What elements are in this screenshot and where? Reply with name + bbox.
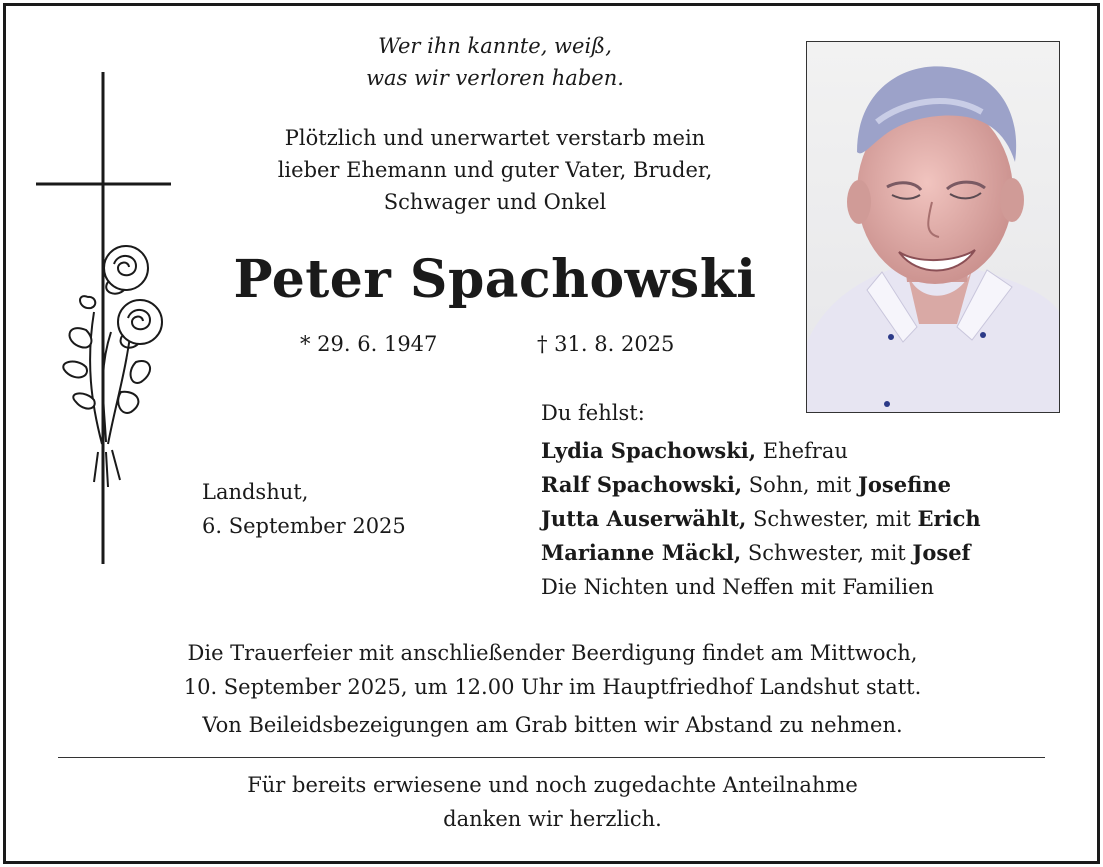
mourner-name: Jutta Auserwählt,: [541, 506, 747, 531]
mourner-row: [541, 434, 981, 468]
motto-line-1: Wer ihn kannte, weiß,: [378, 34, 612, 58]
place-and-date: [202, 475, 406, 543]
cross-with-roses-icon: [36, 72, 176, 572]
funeral-line-1: Die Trauerfeier mit anschließender Beerdigung findet am Mittwoch,: [187, 641, 918, 665]
divider: [58, 757, 1045, 758]
mourner-row: [541, 536, 981, 570]
intro-line-2: lieber Ehemann und guter Vater, Bruder,: [277, 158, 713, 182]
death-date: † 31. 8. 2025: [537, 332, 675, 356]
motto: [215, 30, 775, 94]
deceased-name: Peter Spachowski: [233, 249, 757, 310]
mourner-relation: Schwester, mit: [746, 507, 918, 531]
intro-line-3: Schwager und Onkel: [383, 190, 607, 214]
mourner-relation: Ehefrau: [756, 439, 848, 463]
mourner-partner: Josef: [912, 540, 971, 565]
mourner-others: Die Nichten und Neffen mit Familien: [541, 575, 935, 599]
condolence-note: Von Beileidsbezeigungen am Grab bitten wir Abstand zu nehmen.: [202, 713, 903, 737]
mourner-name: Lydia Spachowski,: [541, 438, 757, 463]
mourner-relation: Sohn, mit: [742, 473, 858, 497]
funeral-info: [60, 636, 1045, 742]
mourner-name: Marianne Mäckl,: [541, 540, 742, 565]
funeral-line-2: 10. September 2025, um 12.00 Uhr im Hauptfriedhof Landshut statt.: [183, 675, 922, 699]
intro-line-1: Plötzlich und unerwartet verstarb mein: [284, 126, 706, 150]
place-date: 6. September 2025: [202, 514, 406, 538]
thanks-line-1: Für bereits erwiesene und noch zugedachte Anteilnahme: [247, 773, 858, 797]
mourner-row: [541, 502, 981, 536]
rose-bouquet-icon: [63, 246, 162, 487]
thanks-line-2: danken wir herzlich.: [443, 807, 662, 831]
portrait-photo: [806, 41, 1060, 413]
portrait-illustration: [807, 42, 1059, 412]
place-city: Landshut,: [202, 480, 309, 504]
mourner-partner: Erich: [917, 506, 981, 531]
mourner-relation: Schwester, mit: [741, 541, 913, 565]
mourner-partner: Josefine: [857, 472, 952, 497]
birth-date: * 29. 6. 1947: [300, 332, 438, 356]
intro-text: [205, 122, 785, 218]
thanks-text: [60, 768, 1045, 836]
mourner-name: Ralf Spachowski,: [541, 472, 743, 497]
mourners-heading: Du fehlst:: [541, 401, 645, 425]
mourners-list: [541, 396, 981, 604]
motto-line-2: was wir verloren haben.: [366, 66, 624, 90]
mourner-row: [541, 468, 981, 502]
